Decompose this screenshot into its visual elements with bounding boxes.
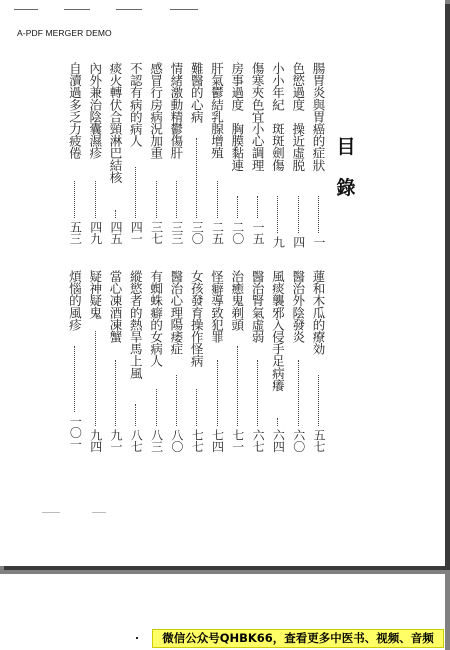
- toc-entry-title: 小小年紀 斑斑劍傷: [270, 62, 286, 171]
- toc-entry-title: 醫治心理陽痿症: [168, 270, 184, 355]
- toc-leader-dots: [135, 167, 136, 219]
- toc-leader-dots: [95, 331, 96, 426]
- title-char: 錄: [336, 177, 356, 199]
- header-rule: [116, 9, 142, 10]
- toc-entry-page: 八七: [129, 429, 144, 452]
- toc-entry-page: 一五: [251, 221, 266, 244]
- toc-entry-title: 自瀆過多乏力疲倦: [67, 62, 83, 159]
- toc-leader-dots: [196, 138, 197, 219]
- toc-entry[interactable]: [311, 62, 326, 250]
- toc-entry-title: 縱慾者的熱旱馬上風: [128, 270, 144, 379]
- footer-banner: 微信公众号QHBK66，查看更多中医书、视频、音频: [152, 629, 444, 648]
- toc-leader-dots: [95, 181, 96, 218]
- toc-leader-dots: [74, 346, 75, 412]
- page-shadow: [4, 566, 450, 570]
- toc-leader-dots: [237, 196, 238, 219]
- toc-entry-title: 醫治外陰發炎: [290, 270, 306, 343]
- toc-entry-title: 當心凍酒凍蟹: [108, 270, 123, 343]
- toc-entry[interactable]: [210, 270, 225, 458]
- page-shadow: [445, 4, 450, 570]
- toc-entry-page: 五七: [312, 429, 326, 452]
- toc-entry-title: 有蜘蛛癖的女病人: [148, 270, 164, 367]
- toc-entry[interactable]: [189, 270, 204, 458]
- toc-entry[interactable]: [210, 62, 225, 250]
- toc-entry-title: 疑神疑鬼: [87, 270, 103, 319]
- toc-leader-dots: [298, 196, 299, 233]
- toc-entry[interactable]: [270, 62, 285, 250]
- toc-leader-dots: [257, 196, 258, 219]
- toc-entry[interactable]: [230, 62, 245, 250]
- toc-entry[interactable]: [88, 62, 103, 250]
- toc-entry[interactable]: [270, 270, 285, 458]
- scan-artifact: [42, 512, 60, 513]
- toc-entry-title: 煩惱的風疹: [67, 270, 83, 331]
- toc-entry-page: 一〇一: [68, 414, 83, 449]
- toc-entry-page: 三三: [169, 221, 184, 244]
- header-rule: [14, 9, 38, 10]
- toc-leader-dots: [318, 196, 319, 233]
- toc-entry[interactable]: [291, 270, 306, 458]
- toc-entry-title: 色慾過度 操近虛脱: [290, 62, 306, 171]
- toc-leader-dots: [257, 360, 258, 426]
- toc-entry-title: 醫治腎氣虛弱: [250, 270, 266, 343]
- toc-entry[interactable]: [250, 62, 265, 250]
- toc-entry-page: 六四: [271, 429, 286, 452]
- toc-leader-dots: [277, 418, 278, 426]
- toc-entry[interactable]: [128, 270, 143, 458]
- toc-leader-dots: [237, 346, 238, 427]
- toc-leader-dots: [298, 360, 299, 426]
- toc-entry-page: 六〇: [291, 429, 306, 452]
- toc-entry[interactable]: [169, 270, 184, 458]
- toc-entry-page: 九一: [109, 429, 123, 452]
- toc-leader-dots: [135, 404, 136, 427]
- toc-entry-title: 風痰襲邪入侵手足病癢: [270, 270, 286, 392]
- toc-entry-title: 感冒行房病況加重: [148, 62, 164, 159]
- toc-leader-dots: [156, 181, 157, 218]
- toc-entry-title: 腸胃炎與胃癌的症狀: [311, 62, 326, 171]
- toc-entry-page: 五三: [68, 221, 83, 244]
- toc-entry-page: 六七: [251, 429, 266, 452]
- toc-entry-title: 情緒激動精鬱傷肝: [168, 62, 184, 159]
- toc-entry[interactable]: [88, 270, 103, 458]
- toc-entry-page: 三七: [149, 221, 164, 244]
- toc-entry-page: 九四: [88, 429, 103, 452]
- toc-entry-title: 怪癖導致犯罪: [209, 270, 225, 343]
- watermark-text: A-PDF MERGER DEMO: [17, 28, 112, 38]
- toc-entry-title: 難醫的心病: [189, 62, 205, 123]
- toc-entry-page: 八三: [149, 429, 164, 452]
- toc-leader-dots: [115, 210, 116, 218]
- toc-entry-title: 不認有病的病人: [128, 62, 144, 147]
- toc-leader-dots: [196, 389, 197, 426]
- toc-entry[interactable]: [149, 270, 164, 458]
- toc-entry-title: 女孩發育操作怪病: [189, 270, 205, 367]
- toc-entry[interactable]: [250, 270, 265, 458]
- toc-entry-title: 肝氣鬱結乳腺增殖: [209, 62, 225, 159]
- toc-leader-dots: [217, 181, 218, 218]
- page-title: [334, 132, 358, 200]
- toc-leader-dots: [277, 196, 278, 233]
- toc-entry[interactable]: [149, 62, 164, 250]
- toc-entry-page: 二五: [210, 221, 225, 244]
- toc-leader-dots: [176, 181, 177, 218]
- toc-entry-page: 四五: [109, 221, 123, 244]
- toc-entry-title: 蓮和木瓜的療効: [311, 270, 326, 355]
- toc-entry[interactable]: [169, 62, 184, 250]
- toc-entry-title: 痰火轉伏合頸淋巴結核: [108, 62, 123, 184]
- toc-entry-title: 內外兼治陰囊濕疹: [87, 62, 103, 159]
- toc-leader-dots: [318, 375, 319, 427]
- toc-entry-page: 三〇: [190, 221, 205, 244]
- toc-entry[interactable]: [230, 270, 245, 458]
- toc-leader-dots: [176, 375, 177, 427]
- toc-leader-dots: [156, 389, 157, 426]
- toc-entry-page: 九: [271, 235, 286, 247]
- header-rule: [170, 9, 198, 10]
- toc-entry[interactable]: [67, 62, 82, 250]
- scan-dot: [136, 637, 138, 639]
- toc-entry[interactable]: [108, 270, 123, 458]
- toc-entry-page: 四九: [88, 221, 103, 244]
- scan-artifact: [92, 512, 106, 513]
- toc-entry-title: 房事過度 胸膜黏連: [229, 62, 245, 171]
- toc-entry-title: 傷寒夾色宜小心調理: [250, 62, 266, 171]
- toc-entry-page: 一: [312, 235, 326, 247]
- toc-entry-page: 二〇: [230, 221, 245, 244]
- toc-entry-page: 七一: [230, 429, 245, 452]
- toc-entry[interactable]: [128, 62, 143, 250]
- toc-entry[interactable]: [311, 270, 326, 458]
- toc-entry[interactable]: [291, 62, 306, 250]
- toc-entry[interactable]: [189, 62, 204, 250]
- header-rule: [64, 9, 90, 10]
- title-char: 目: [336, 136, 356, 158]
- toc-entry-page: 四: [291, 235, 306, 247]
- toc-entry-page: 七七: [190, 429, 205, 452]
- toc-entry-title: 治癒鬼剃頭: [229, 270, 245, 331]
- toc-leader-dots: [217, 360, 218, 426]
- toc-entry[interactable]: [108, 62, 123, 250]
- toc-entry-page: 四一: [129, 221, 144, 244]
- toc-entry[interactable]: [67, 270, 82, 458]
- toc-entry-page: 七四: [210, 429, 225, 452]
- toc-leader-dots: [115, 360, 116, 426]
- toc-leader-dots: [74, 181, 75, 218]
- toc-entry-page: 八〇: [169, 429, 184, 452]
